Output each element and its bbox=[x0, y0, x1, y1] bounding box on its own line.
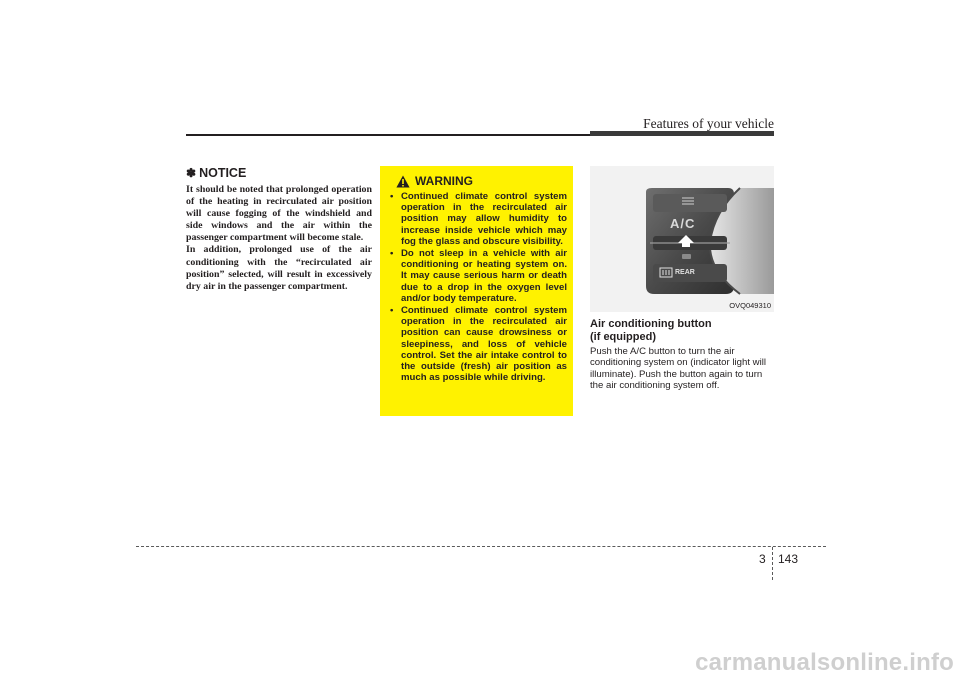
bullet: • bbox=[390, 305, 394, 317]
bullet: • bbox=[390, 191, 394, 202]
figure-code: OVQ049310 bbox=[729, 301, 771, 310]
ac-heading-line: Air conditioning button bbox=[590, 318, 712, 330]
ac-button-label: A/C bbox=[670, 216, 696, 231]
warning-title: WARNING bbox=[415, 174, 473, 188]
watermark: carmanualsonline.info bbox=[695, 649, 954, 676]
warning-box bbox=[380, 166, 573, 416]
section-header: Features of your vehicle bbox=[643, 116, 774, 131]
warning-item bbox=[390, 305, 567, 383]
page-number: 143 bbox=[778, 552, 799, 566]
ac-heading bbox=[590, 318, 774, 343]
header-rule bbox=[186, 134, 590, 136]
notice-block bbox=[186, 166, 372, 293]
warning-item-text: Continued climate control system operation in the recirculated air position may allow humidity to increase inside vehicle which may fog the glass and obscure visibility. bbox=[401, 191, 567, 247]
warning-title-row bbox=[396, 174, 567, 188]
notice-heading bbox=[186, 166, 372, 180]
notice-paragraph: It should be noted that prolonged operation of the heating in recirculated air position will cause fogging of the windshield and side windows and the air within the passenger compartment will become stale. bbox=[186, 184, 372, 244]
warning-item bbox=[390, 248, 567, 304]
chapter-number: 3 bbox=[759, 552, 766, 566]
warning-list bbox=[390, 191, 567, 383]
warning-triangle-icon bbox=[396, 175, 410, 188]
bullet: • bbox=[390, 248, 394, 260]
notice-star-icon: ✽ bbox=[186, 166, 197, 180]
warning-item bbox=[390, 191, 567, 247]
ac-body: Push the A/C button to turn the air conditioning system on (indicator light will illuminate). Push the button again to turn the air conditioning system off. bbox=[590, 346, 766, 391]
footer-rule bbox=[136, 546, 826, 547]
ac-button-illustration bbox=[590, 166, 774, 312]
footer-divider bbox=[772, 547, 773, 580]
warning-item-text: Do not sleep in a vehicle with air conditioning or heating system on. It may cause serious harm or death due to a drop in the oxygen level and/or body temperature. bbox=[401, 248, 567, 304]
notice-heading-text: NOTICE bbox=[199, 166, 247, 180]
warning-item-text: Continued climate control system operation in the recirculated air position can cause drowsiness or sleepiness, and loss of vehicle control. Set the air intake control to the outside (fresh) air position as much as possible while driving. bbox=[401, 305, 567, 384]
notice-paragraph: In addition, prolonged use of the air conditioning with the “recirculated air position” selected, will result in excessively dry air in the passenger compartment. bbox=[186, 244, 372, 292]
header-rule-accent bbox=[590, 131, 774, 136]
ac-heading-line: (if equipped) bbox=[590, 330, 656, 343]
notice-body bbox=[186, 184, 372, 293]
ac-button-figure bbox=[590, 166, 774, 312]
rear-defrost-label: REAR bbox=[675, 269, 695, 276]
